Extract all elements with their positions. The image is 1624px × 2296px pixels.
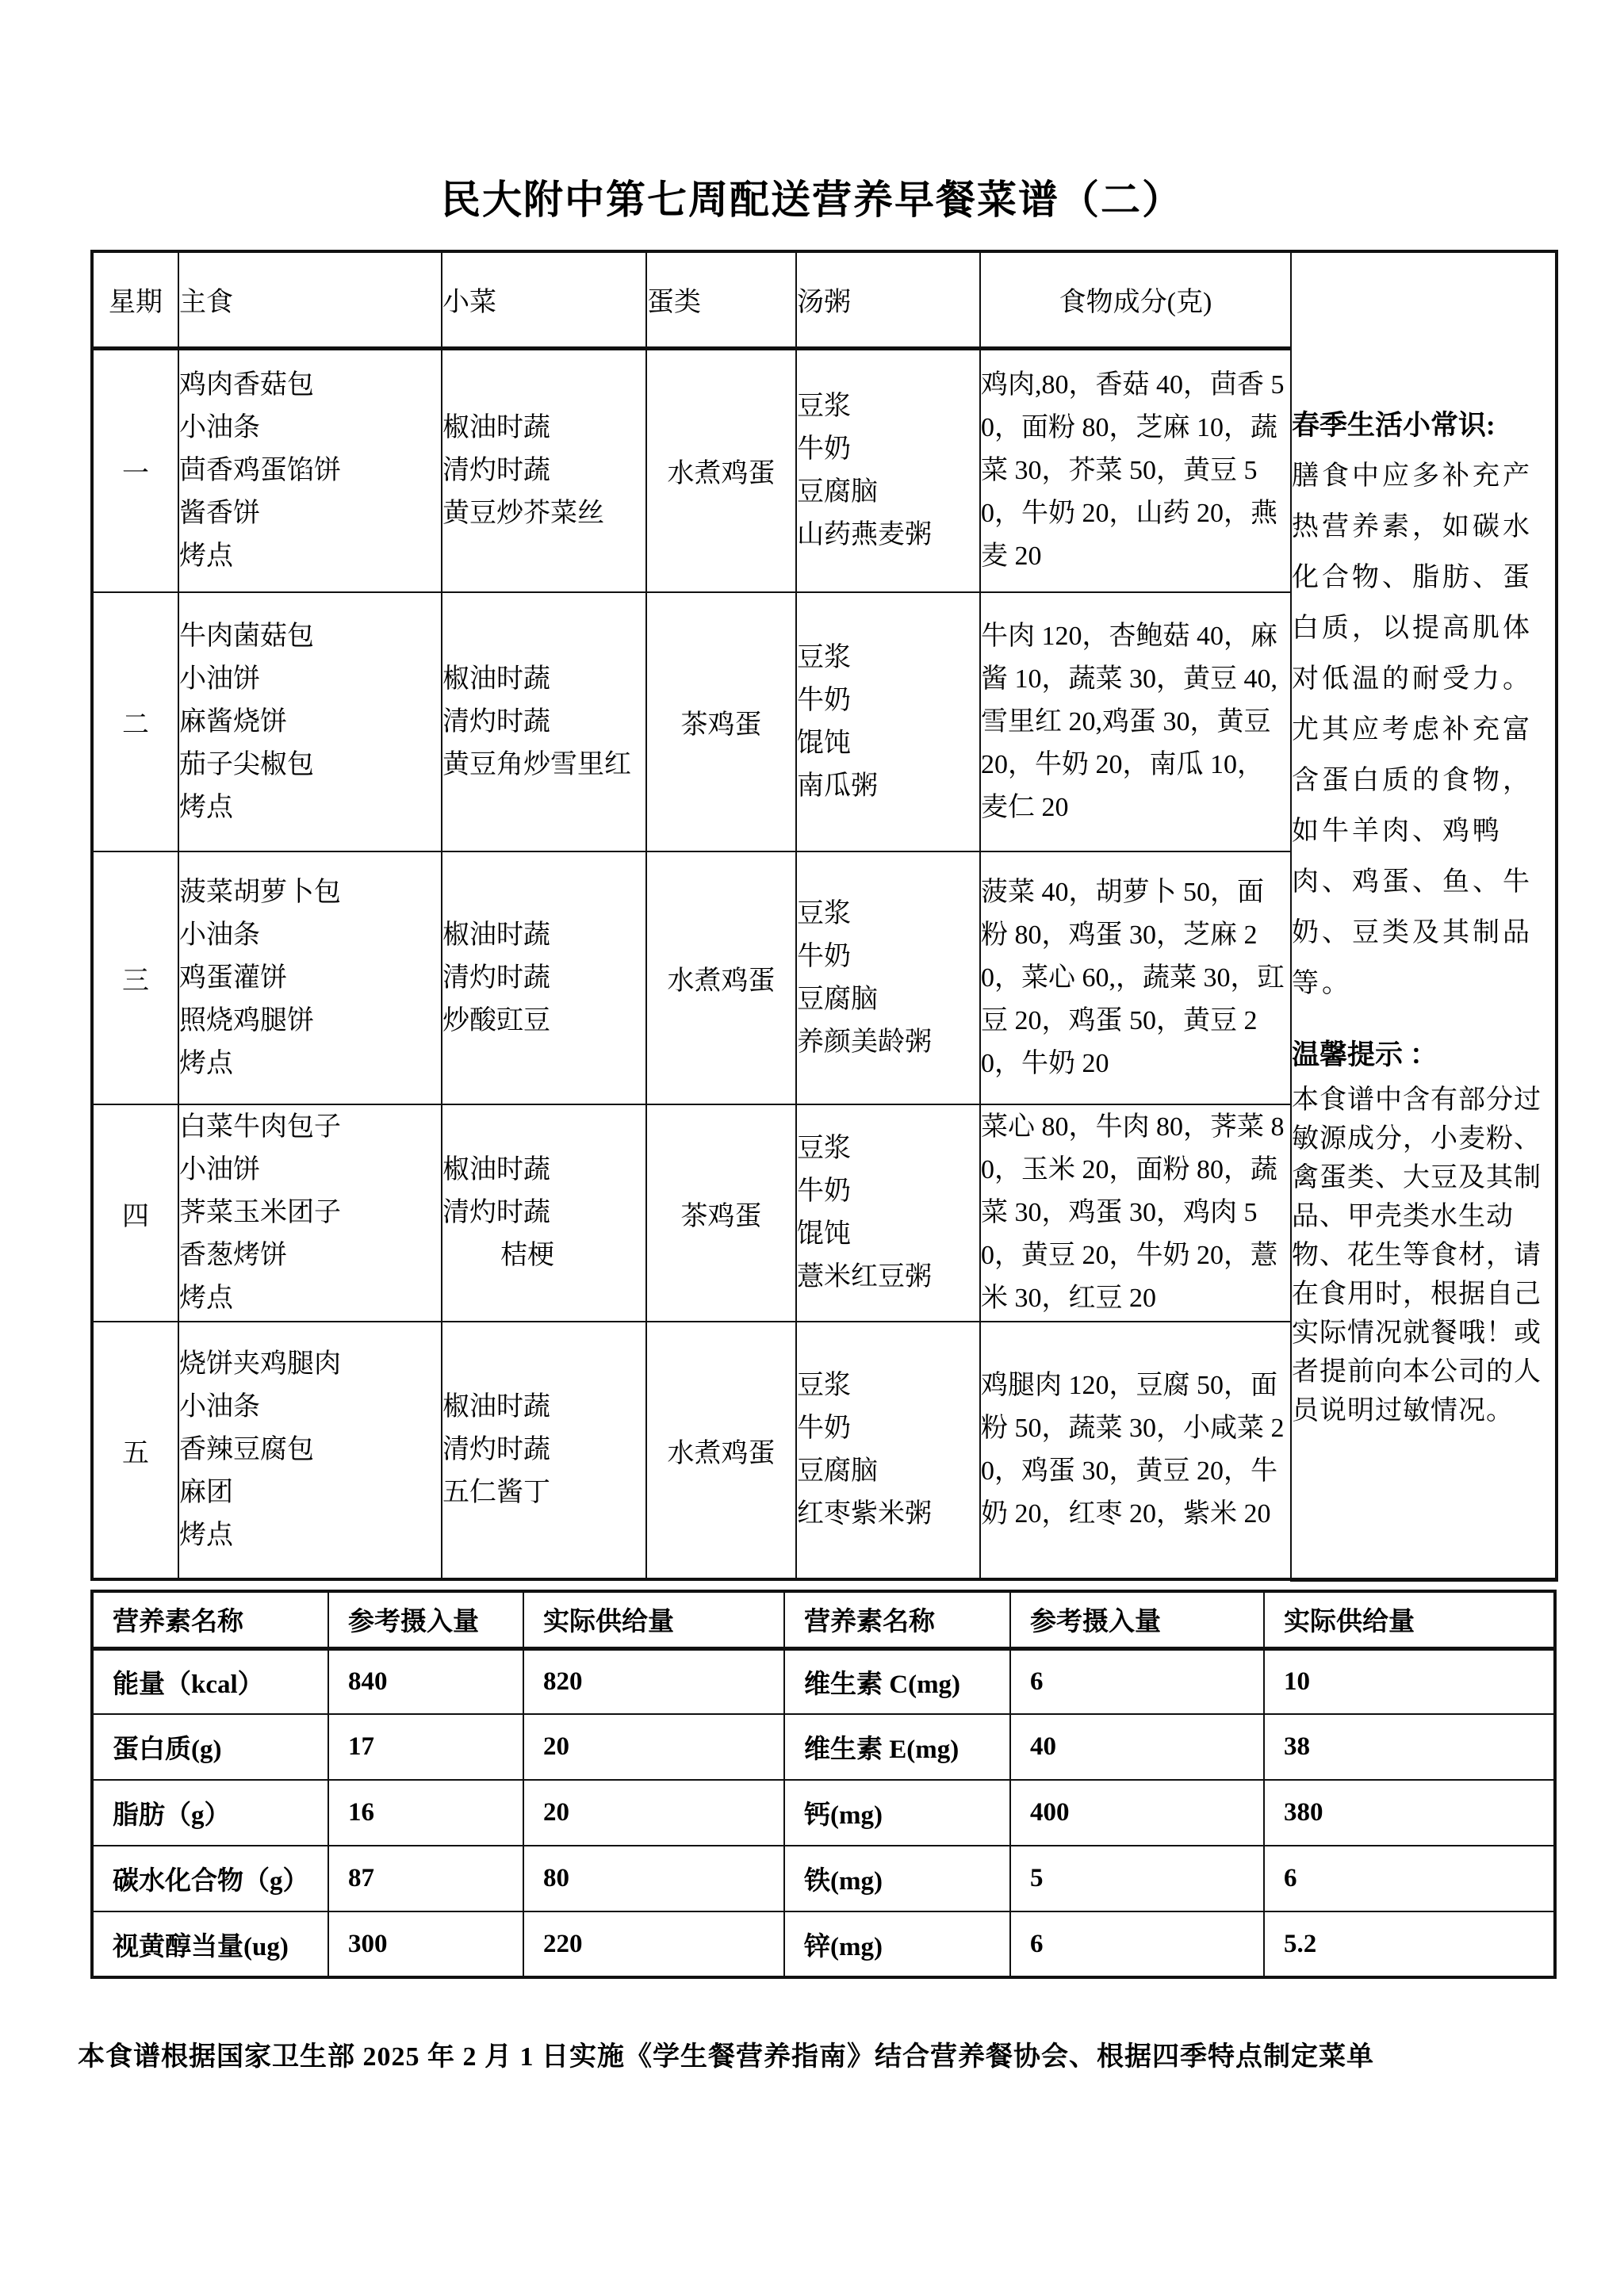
- dish-line: 香葱烤饼: [179, 1241, 287, 1270]
- dish-line: 椒油时蔬: [442, 1392, 550, 1422]
- staple-cell: [178, 348, 442, 592]
- actual-supply-cell: 6: [1264, 1846, 1555, 1911]
- actual-supply-cell: 38: [1264, 1714, 1555, 1780]
- nutrient-name-cell: 铁(mg): [784, 1846, 1010, 1911]
- dish-line: 黄豆角炒雪里红: [442, 749, 631, 779]
- soup-cell: [796, 348, 980, 592]
- sides-cell: [442, 1322, 646, 1579]
- dish-line: 荠菜玉米团子: [179, 1198, 341, 1227]
- header-reference-intake: 参考摄入量: [1010, 1591, 1264, 1648]
- dish-line: 椒油时蔬: [442, 412, 550, 442]
- dish-line: 豆浆: [797, 642, 851, 672]
- dish-line: 鸡肉香菇包: [179, 369, 314, 400]
- nutrient-name-cell: 锌(mg): [784, 1911, 1010, 1977]
- egg-cell: 茶鸡蛋: [646, 1104, 796, 1322]
- dish-line: 酱香饼: [179, 498, 260, 528]
- dish-line: 清灼时蔬: [442, 1198, 550, 1227]
- dish-line: 烤点: [179, 792, 233, 822]
- dish-line: 牛奶: [797, 941, 851, 971]
- nutrition-row: [92, 1714, 1555, 1780]
- dish-line: 照烧鸡腿饼: [179, 1005, 314, 1035]
- dish-line: 烤点: [179, 1521, 233, 1550]
- egg-cell: 茶鸡蛋: [646, 592, 796, 851]
- dish-line: 豆浆: [797, 1371, 851, 1400]
- dish-line: 烤点: [179, 1048, 233, 1078]
- composition-cell: 鸡腿肉 120，豆腐 50，面粉 50，蔬菜 30，小咸菜 20，鸡蛋 30，黄豆 20，牛奶 20，红枣 20，紫米 20: [980, 1322, 1291, 1579]
- tips-title-spring: 春季生活小常识:: [1292, 409, 1496, 441]
- header-reference-intake: 参考摄入量: [328, 1591, 523, 1648]
- dish-line: 麻酱烧饼: [179, 706, 287, 737]
- dish-line: 豆浆: [797, 1134, 851, 1163]
- day-cell: 一: [92, 348, 178, 592]
- nutrition-row: [92, 1846, 1555, 1911]
- reference-intake-cell: 6: [1010, 1911, 1264, 1977]
- tips-paragraph-allergy: 本食谱中含有部分过敏源成分，小麦粉、禽蛋类、大豆及其制品、甲壳类水生动物、花生等食材，请在食用时，根据自己实际情况就餐哦！或者提前向本公司的人员说明过敏情况。: [1292, 1085, 1542, 1425]
- nutrition-row: [92, 1780, 1555, 1846]
- reference-intake-cell: 300: [328, 1911, 523, 1977]
- dish-line: 牛奶: [797, 1177, 851, 1206]
- dish-line: 牛奶: [797, 685, 851, 715]
- reference-intake-cell: 17: [328, 1714, 523, 1780]
- nutrition-row: [92, 1911, 1555, 1977]
- actual-supply-cell: 220: [523, 1911, 784, 1977]
- dish-line: 豆腐脑: [797, 984, 878, 1014]
- nutrient-name-cell: 蛋白质(g): [92, 1714, 328, 1780]
- dish-line: 椒油时蔬: [442, 664, 550, 694]
- reference-intake-cell: 40: [1010, 1714, 1264, 1780]
- day-cell: 五: [92, 1322, 178, 1579]
- page-title: 民大附中第七周配送营养早餐菜谱（二）: [441, 178, 1183, 222]
- nutrient-name-cell: 维生素 C(mg): [784, 1648, 1010, 1714]
- soup-cell: [796, 1104, 980, 1322]
- dish-line: 豆浆: [797, 391, 851, 421]
- dish-line: 馄饨: [797, 728, 851, 758]
- dish-line: 牛奶: [797, 434, 851, 464]
- sides-cell: [442, 1104, 646, 1322]
- dish-line: 桔梗: [500, 1241, 554, 1270]
- tips-panel: [1291, 251, 1557, 1579]
- staple-cell: [178, 1322, 442, 1579]
- reference-intake-cell: 6: [1010, 1648, 1264, 1714]
- dish-line: 豆腐脑: [797, 476, 878, 507]
- dish-line: 白菜牛肉包子: [179, 1112, 341, 1142]
- dish-line: 椒油时蔬: [442, 920, 550, 950]
- day-cell: 三: [92, 851, 178, 1104]
- dish-line: 山药燕麦粥: [797, 519, 932, 549]
- menu-table: [90, 250, 1558, 1582]
- nutrient-name-cell: 能量（kcal）: [92, 1648, 328, 1714]
- dish-line: 清灼时蔬: [442, 706, 550, 737]
- composition-cell: 牛肉 120，杏鲍菇 40，麻酱 10，蔬菜 30，黄豆 40,雪里红 20,鸡蛋 30，黄豆 20，牛奶 20，南瓜 10，麦仁 20: [980, 592, 1291, 851]
- actual-supply-cell: 5.2: [1264, 1911, 1555, 1977]
- dish-line: 烧饼夹鸡腿肉: [179, 1349, 341, 1379]
- actual-supply-cell: 20: [523, 1780, 784, 1846]
- soup-cell: [796, 592, 980, 851]
- actual-supply-cell: 380: [1264, 1780, 1555, 1846]
- dish-line: 牛奶: [797, 1414, 851, 1443]
- dish-line: 五仁酱丁: [442, 1478, 550, 1507]
- dish-line: 香辣豆腐包: [179, 1435, 314, 1464]
- egg-cell: 水煮鸡蛋: [646, 348, 796, 592]
- dish-line: 麻团: [179, 1478, 233, 1507]
- dish-line: 茴香鸡蛋馅饼: [179, 455, 341, 485]
- dish-line: 养颜美龄粥: [797, 1027, 932, 1057]
- header-nutrient-name: 营养素名称: [784, 1591, 1010, 1648]
- nutrient-name-cell: 碳水化合物（g）: [92, 1846, 328, 1911]
- sides-cell: [442, 348, 646, 592]
- reference-intake-cell: 400: [1010, 1780, 1264, 1846]
- soup-cell: [796, 1322, 980, 1579]
- staple-cell: [178, 851, 442, 1104]
- composition-cell: 菜心 80，牛肉 80，荠菜 80，玉米 20，面粉 80，蔬菜 30，鸡蛋 30，鸡肉 50，黄豆 20，牛奶 20，薏米 30，红豆 20: [980, 1104, 1291, 1322]
- nutrient-name-cell: 视黄醇当量(ug): [92, 1911, 328, 1977]
- header-sides: 小菜: [442, 251, 646, 348]
- soup-cell: [796, 851, 980, 1104]
- staple-cell: [178, 1104, 442, 1322]
- reference-intake-cell: 840: [328, 1648, 523, 1714]
- nutrient-name-cell: 维生素 E(mg): [784, 1714, 1010, 1780]
- dish-line: 小油条: [179, 1392, 260, 1422]
- actual-supply-cell: 80: [523, 1846, 784, 1911]
- dish-line: 椒油时蔬: [442, 1155, 550, 1184]
- header-actual-supply: 实际供给量: [523, 1591, 784, 1648]
- reference-intake-cell: 16: [328, 1780, 523, 1846]
- dish-line: 小油饼: [179, 664, 260, 694]
- header-composition: 食物成分(克): [980, 251, 1291, 348]
- dish-line: 黄豆炒芥菜丝: [442, 498, 604, 528]
- dish-line: 豆浆: [797, 898, 851, 928]
- actual-supply-cell: 20: [523, 1714, 784, 1780]
- dish-line: 小油条: [179, 412, 260, 442]
- dish-line: 豆腐脑: [797, 1456, 878, 1486]
- dish-line: 烤点: [179, 1284, 233, 1313]
- egg-cell: 水煮鸡蛋: [646, 851, 796, 1104]
- day-cell: 四: [92, 1104, 178, 1322]
- header-staple: 主食: [178, 251, 442, 348]
- tips-paragraph-spring: 膳食中应多补充产热营养素，如碳水化合物、脂肪、蛋白质，以提高肌体对低温的耐受力。尤其应考虑补充富含蛋白质的食物，如牛羊肉、鸡鸭肉、鸡蛋、鱼、牛奶、豆类及其制品等。: [1292, 461, 1533, 998]
- dish-line: 小油条: [179, 920, 260, 950]
- reference-intake-cell: 87: [328, 1846, 523, 1911]
- dish-line: 小油饼: [179, 1155, 260, 1184]
- dish-line: 烤点: [179, 541, 233, 571]
- staple-cell: [178, 592, 442, 851]
- dish-line: 馄饨: [797, 1219, 851, 1249]
- nutrition-header-row: [92, 1591, 1555, 1648]
- header-soup: 汤粥: [796, 251, 980, 348]
- header-actual-supply: 实际供给量: [1264, 1591, 1555, 1648]
- nutrition-table: [90, 1590, 1557, 1979]
- nutrient-name-cell: 脂肪（g）: [92, 1780, 328, 1846]
- dish-line: 薏米红豆粥: [797, 1262, 932, 1292]
- dish-line: 清灼时蔬: [442, 1435, 550, 1464]
- sides-cell: [442, 851, 646, 1104]
- actual-supply-cell: 820: [523, 1648, 784, 1714]
- nutrition-row: [92, 1648, 1555, 1714]
- menu-header-row: [92, 251, 1557, 348]
- dish-line: 南瓜粥: [797, 771, 878, 801]
- footer-note: 本食谱根据国家卫生部 2025 年 2 月 1 日实施《学生餐营养指南》结合营养餐协会、根据四季特点制定菜单: [78, 2042, 1374, 2072]
- header-egg: 蛋类: [646, 251, 796, 348]
- composition-cell: 鸡肉,80，香菇 40，茴香 50，面粉 80，芝麻 10，蔬菜 30，芥菜 50，黄豆 50，牛奶 20，山药 20，燕麦 20: [980, 348, 1291, 592]
- dish-line: 清灼时蔬: [442, 962, 550, 993]
- nutrient-name-cell: 钙(mg): [784, 1780, 1010, 1846]
- header-week: 星期: [92, 251, 178, 348]
- dish-line: 牛肉菌菇包: [179, 621, 314, 651]
- egg-cell: 水煮鸡蛋: [646, 1322, 796, 1579]
- tips-title-warm: 温馨提示 ：: [1292, 1039, 1438, 1070]
- day-cell: 二: [92, 592, 178, 851]
- sides-cell: [442, 592, 646, 851]
- header-nutrient-name: 营养素名称: [92, 1591, 328, 1648]
- actual-supply-cell: 10: [1264, 1648, 1555, 1714]
- dish-line: 菠菜胡萝卜包: [179, 877, 341, 907]
- dish-line: 鸡蛋灌饼: [179, 962, 287, 993]
- dish-line: 炒酸豇豆: [442, 1005, 550, 1035]
- dish-line: 清灼时蔬: [442, 455, 550, 485]
- dish-line: 红枣紫米粥: [797, 1499, 932, 1529]
- reference-intake-cell: 5: [1010, 1846, 1264, 1911]
- dish-line: 茄子尖椒包: [179, 749, 314, 779]
- composition-cell: 菠菜 40，胡萝卜 50，面粉 80，鸡蛋 30，芝麻 20，菜心 60,，蔬菜 30，豇豆 20，鸡蛋 50，黄豆 20，牛奶 20: [980, 851, 1291, 1104]
